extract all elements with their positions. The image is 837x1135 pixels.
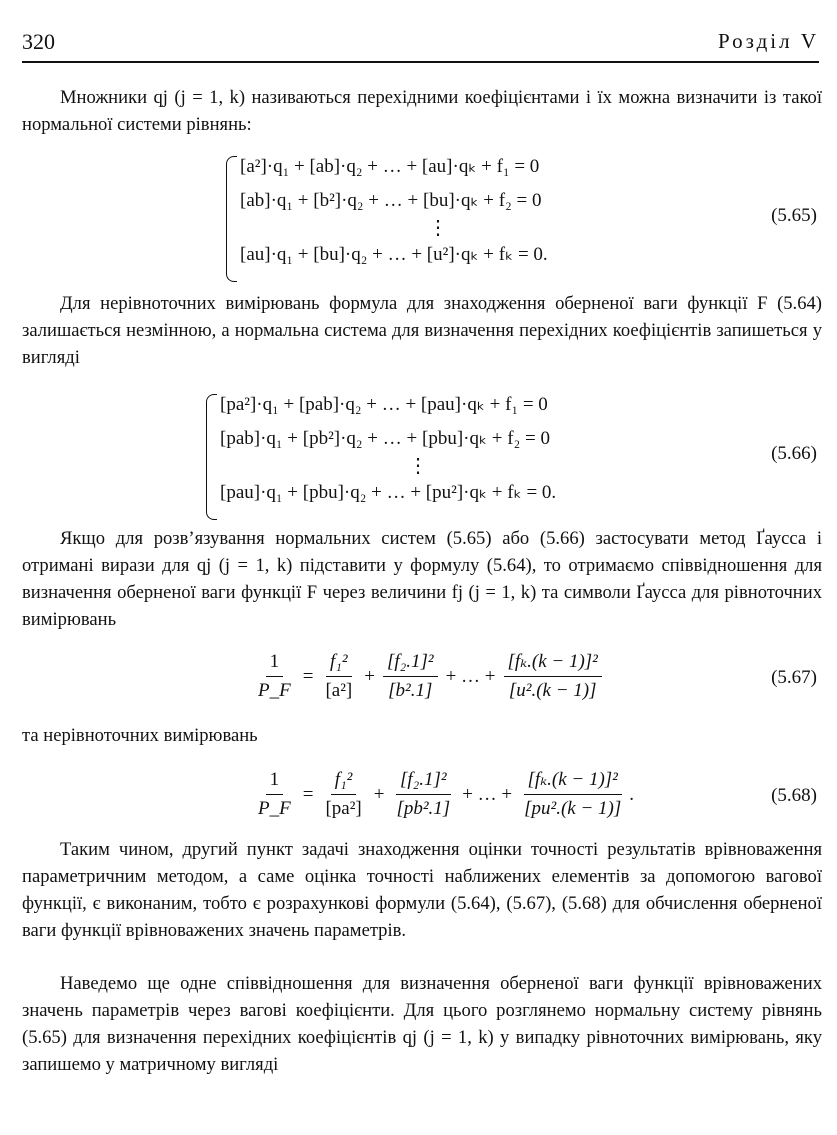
fraction: [392, 768, 454, 821]
equation-line: [pab]·q₁ + [pb²]·q₂ + … + [pbu]·qₖ + f₂ = 0: [220, 428, 550, 449]
numerator: [524, 768, 622, 795]
plus-sign: +: [373, 783, 385, 805]
equation-line: [au]·q₁ + [bu]·q₂ + … + [u²]·qₖ + fₖ = 0.: [240, 244, 548, 265]
equation-line: [pa²]·q₁ + [pab]·q₂ + … + [pau]·qₖ + f₁ = 0: [220, 394, 548, 415]
denominator: [392, 795, 454, 821]
equation-number: (5.66): [771, 443, 817, 464]
denominator: [a²]: [325, 680, 353, 701]
term: [u².(k − 1)]: [508, 680, 597, 701]
numerator: [396, 768, 451, 795]
header-rule: [22, 61, 819, 63]
numerator: [331, 768, 357, 795]
equation-number: (5.68): [771, 785, 817, 806]
numerator: [383, 650, 438, 677]
numerator: 1: [266, 650, 284, 677]
denominator: [505, 677, 601, 703]
term: f₁²: [330, 651, 348, 672]
denominator: [pa²]: [325, 798, 362, 819]
paragraph-unequal: Для нерівноточних вимірювань формула для знаходження оберненої ваги функції F (5.64) залишається незмінною, а нормальна система для визначення перехідних коефіцієнтів запишеться у вигляді: [22, 293, 822, 368]
fraction: [520, 768, 625, 821]
term: [fₖ.(k − 1)]²: [507, 651, 598, 672]
system-brace: [206, 394, 217, 520]
paragraph-intro: Множники qj (j = 1, k) називаються перехідними коефіцієнтами і їх можна визначити із такої нормальної системи рівнянь:: [22, 87, 822, 135]
equation-5-68: [250, 768, 634, 821]
term: [f₂.1]²: [400, 769, 447, 790]
denominator: [384, 677, 436, 703]
equation-number: (5.67): [771, 667, 817, 688]
paragraph-gauss: Якщо для розв’язування нормальних систем (5.65) або (5.66) застосувати метод Ґаусса і отримані вирази для qj (j = 1, k) підставити у формулу (5.64), то отримаємо співвідношення для визначення оберненої ваги функції F через величини fj (j = 1, k) та символи Ґаусса для рівноточних вимірювань: [22, 528, 822, 630]
fraction: [383, 650, 438, 703]
page-number: 320: [22, 29, 55, 54]
vertical-dots: ⋮: [428, 217, 448, 239]
fraction: [321, 768, 365, 821]
weight-symbol: P_F: [258, 680, 291, 701]
plus-sign: +: [364, 665, 375, 687]
numerator: [326, 650, 352, 677]
ellipsis-terms: + … +: [462, 783, 513, 805]
equation-5-67: [250, 650, 606, 703]
equals-sign: =: [302, 783, 314, 805]
numerator: [504, 650, 602, 677]
paragraph-matrix: Наведемо ще одне співвідношення для визначення оберненої ваги функції врівноважених значень параметрів через вагові коефіцієнти. Для цього розглянемо нормальну систему рівнянь (5.65) для визначення перехідних коефіцієнтів qj (j = 1, k) у випадку рівноточних вимірювань, яку запишемо у матричному вигляді: [22, 973, 822, 1075]
denominator: [254, 795, 295, 821]
system-brace: [226, 156, 237, 282]
weight-symbol: P_F: [258, 798, 291, 819]
term: [f₂.1]²: [386, 651, 434, 672]
ellipsis-terms: + … +: [445, 665, 496, 687]
fraction: [504, 650, 602, 703]
fraction: [321, 650, 356, 703]
fraction: [254, 650, 295, 703]
section-label: Розділ V: [718, 29, 819, 53]
equation-number: (5.65): [771, 205, 817, 226]
denominator: [520, 795, 625, 821]
term: [fₖ.(k − 1)]²: [527, 769, 618, 790]
numerator: 1: [266, 768, 284, 795]
equation-line: [pau]·q₁ + [pbu]·q₂ + … + [pu²]·qₖ + fₖ = 0.: [220, 482, 557, 503]
paragraph-conclusion: Таким чином, другий пункт задачі знаходження оцінки точності результатів врівноваження параметричним методом, а саме оцінка точності наближених елементів за допомогою вагової функції, є виконаним, тобто є розрахункові формули (5.64), (5.67), (5.68) для обчислення оберненої ваги функції врівноважених значень параметрів.: [22, 839, 822, 941]
equation-5-65: [240, 150, 548, 272]
equation-line: [a²]·q₁ + [ab]·q₂ + … + [au]·qₖ + f₁ = 0: [240, 156, 540, 177]
equals-sign: =: [302, 665, 314, 687]
term: [b².1]: [388, 680, 433, 701]
term: [pb².1]: [396, 798, 451, 819]
fraction: [254, 768, 295, 821]
paragraph-unequal-label: та нерівноточних вимірювань: [22, 725, 258, 746]
equation-line: [ab]·q₁ + [b²]·q₂ + … + [bu]·qₖ + f₂ = 0: [240, 190, 542, 211]
equation-tail: .: [629, 783, 635, 805]
term: [pu².(k − 1)]: [524, 798, 622, 819]
equation-5-66: [220, 388, 556, 510]
term: f₁²: [334, 769, 353, 790]
vertical-dots: ⋮: [408, 455, 428, 477]
denominator: [254, 677, 295, 703]
